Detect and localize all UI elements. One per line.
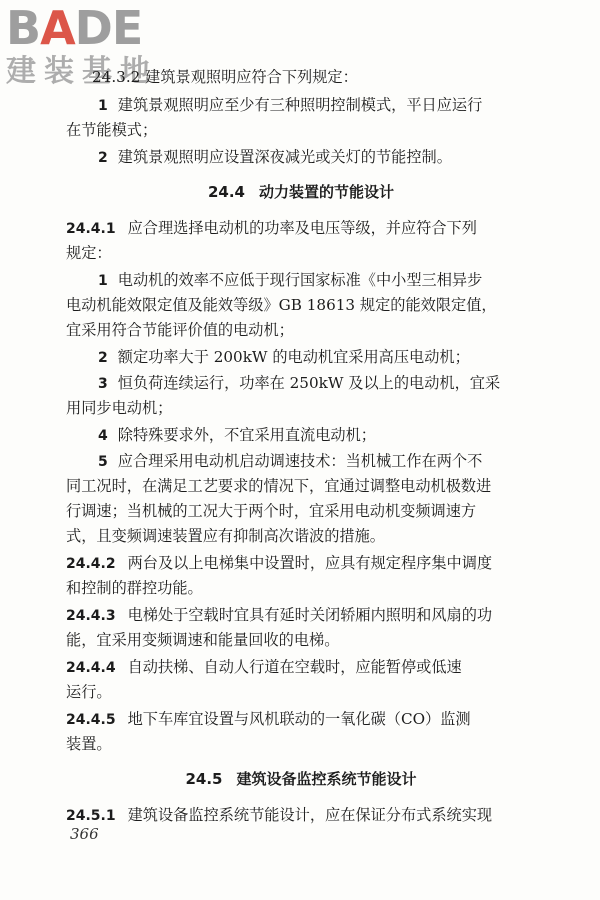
clause-continuation: 能，宜采用变频调速和能量回收的电梯。: [66, 631, 340, 649]
clause-continuation: 装置。: [66, 735, 112, 753]
clause-24-4-3: 24.4.3 电梯处于空载时宜具有延时关闭轿厢内照明和风扇的功: [66, 606, 493, 624]
list-item: 1 建筑景观照明应至少有三种照明控制模式，平日应运行: [98, 96, 483, 114]
list-item: 1 电动机的效率不应低于现行国家标准《中小型三相异步: [98, 271, 483, 289]
clause-24-4-4: 24.4.4 自动扶梯、自动人行道在空载时，应能暂停或低速: [66, 658, 462, 676]
logo-wordmark: BADE: [6, 1, 143, 55]
clause-continuation: 和控制的群控功能。: [66, 579, 203, 597]
page-number: 366: [70, 825, 99, 843]
list-item-continuation: 宜采用符合节能评价值的电动机；: [66, 321, 294, 339]
list-item-continuation: 在节能模式；: [66, 121, 158, 139]
list-item: 3 恒负荷连续运行，功率在 250kW 及以上的电动机，宜采: [98, 374, 501, 392]
list-item-continuation: 用同步电动机；: [66, 399, 173, 417]
list-item-continuation: 式，且变频调速装置应有抑制高次谐波的措施。: [66, 527, 385, 545]
list-item: 5 应合理采用电动机启动调速技术：当机械工作在两个不: [98, 452, 483, 470]
clause-24-3-2-tail: 24.3.2 建筑景观照明应符合下列规定：: [92, 68, 358, 86]
clause-24-4-1: 24.4.1 应合理选择电动机的功率及电压等级，并应符合下列: [66, 219, 477, 237]
section-heading-24-5: 24.5 建筑设备监控系统节能设计: [185, 770, 417, 788]
list-item-continuation: 电动机能效限定值及能效等级》GB 18613 规定的能效限定值，: [66, 296, 497, 314]
list-item: 2 建筑景观照明应设置深夜减光或关灯的节能控制。: [98, 148, 452, 166]
clause-continuation: 规定：: [66, 244, 112, 262]
clause-24-4-2: 24.4.2 两台及以上电梯集中设置时，应具有规定程序集中调度: [66, 554, 493, 572]
logo-subtitle: 建装基地: [6, 54, 158, 89]
list-item-continuation: 同工况时，在满足工艺要求的情况下，宜通过调整电动机极数进: [66, 477, 492, 495]
clause-continuation: 运行。: [66, 683, 112, 701]
clause-24-5-1: 24.5.1 建筑设备监控系统节能设计，应在保证分布式系统实现: [66, 806, 493, 824]
list-item: 4 除特殊要求外，不宜采用直流电动机；: [98, 426, 376, 444]
clause-24-4-5: 24.4.5 地下车库宜设置与风机联动的一氧化碳（CO）监测: [66, 710, 471, 728]
list-item-continuation: 行调速；当机械的工况大于两个时，宜采用电动机变频调速方: [66, 502, 477, 520]
list-item: 2 额定功率大于 200kW 的电动机宜采用高压电动机；: [98, 348, 470, 366]
section-heading-24-4: 24.4 动力装置的节能设计: [207, 183, 395, 201]
